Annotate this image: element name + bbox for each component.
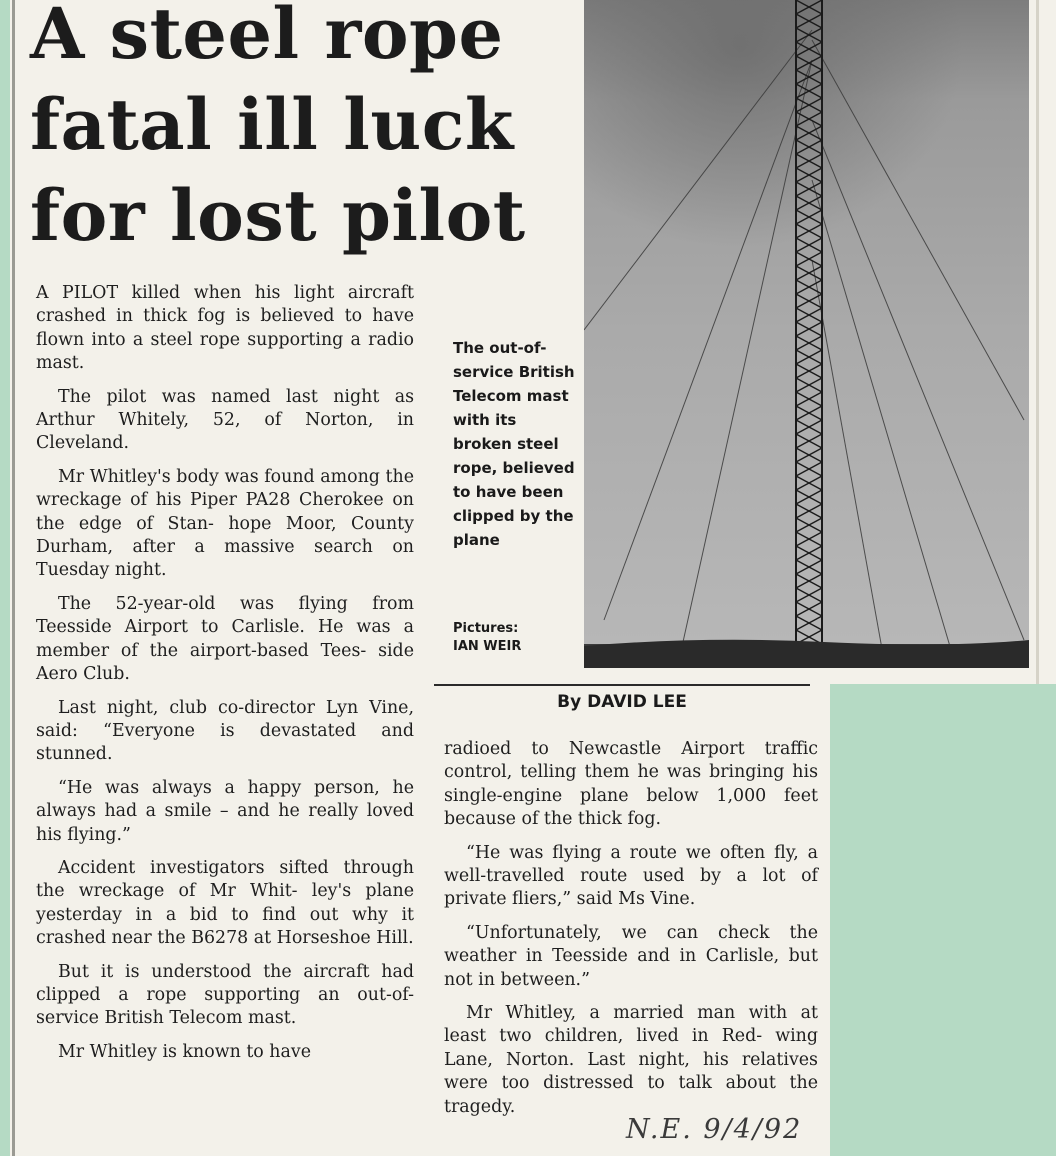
handwritten-date-note: N.E. 9/4/92	[626, 1114, 803, 1145]
column-1-paragraph: The 52-year-old was flying from Teesside Airport to Carlisle. He was a member of the airport-based Tees- side Aero Club.	[36, 593, 414, 685]
column-1-paragraph: A PILOT killed when his light aircraft crashed in thick fog is believed to have flown into a steel rope supporting a radio mast.	[36, 283, 414, 374]
column-2-paragraph: radioed to Newcastle Airport traffic control, telling them he was bringing his single-engine plane below 1,000 feet because of the thick fog.	[444, 739, 818, 830]
photo-caption: The out-of- service British Telecom mast with its broken steel rope, believed to have been clipped by the plane	[453, 339, 575, 549]
column-1-paragraph: Mr Whitley's body was found among the wreckage of his Piper PA28 Cherokee on the edge of Stan- hope Moor, County Durham, after a massive search on Tuesday night.	[36, 466, 414, 581]
mast-photo-image	[584, 0, 1029, 668]
article-column-1	[36, 282, 414, 1074]
column-2-paragraph: “He was flying a route we often fly, a well-travelled route used by a lot of private fliers,” said Ms Vine.	[444, 842, 818, 910]
column-1-paragraph: The pilot was named last night as Arthur Whitely, 52, of Norton, in Cleveland.	[36, 386, 414, 454]
column-1-paragraph: Last night, club co-director Lyn Vine, said: “Everyone is devastated and stunned.	[36, 697, 414, 765]
article-column-2	[444, 738, 818, 1129]
column-2-paragraph: Mr Whitley, a married man with at least two children, lived in Red- wing Lane, Norton. Last night, his relatives were too distressed to talk about the tragedy.	[444, 1003, 818, 1117]
column-1-paragraph: Mr Whitley is known to have	[58, 1041, 311, 1062]
photo-credit-name: IAN WEIR	[453, 639, 522, 654]
photo-credit	[453, 620, 575, 656]
column-1-paragraph: But it is understood the aircraft had clipped a rope supporting an out-of-service British Telecom mast.	[36, 961, 414, 1029]
headline-line-2: fatal ill luck	[30, 83, 514, 166]
paper-fold-line	[12, 0, 15, 1156]
mast-photo	[584, 0, 1029, 668]
headline	[30, 0, 590, 261]
byline: By DAVID LEE	[557, 692, 687, 712]
headline-line-3: for lost pilot	[30, 174, 526, 257]
photo-credit-label: Pictures:	[453, 621, 519, 636]
byline-rule	[434, 684, 810, 686]
background-strip	[0, 0, 10, 1156]
headline-line-1: A steel rope	[30, 0, 504, 75]
column-1-paragraph: “He was always a happy person, he always had a smile – and he really loved his flying.”	[36, 777, 414, 845]
column-1-paragraph: Accident investigators sifted through the wreckage of Mr Whit- ley's plane yesterday in a bid to find out why it crashed near the B6278 at Horseshoe Hill.	[36, 857, 414, 949]
paper-right-edge	[1036, 0, 1039, 684]
column-2-paragraph: “Unfortunately, we can check the weather in Teesside and in Carlisle, but not in between.”	[444, 922, 818, 990]
